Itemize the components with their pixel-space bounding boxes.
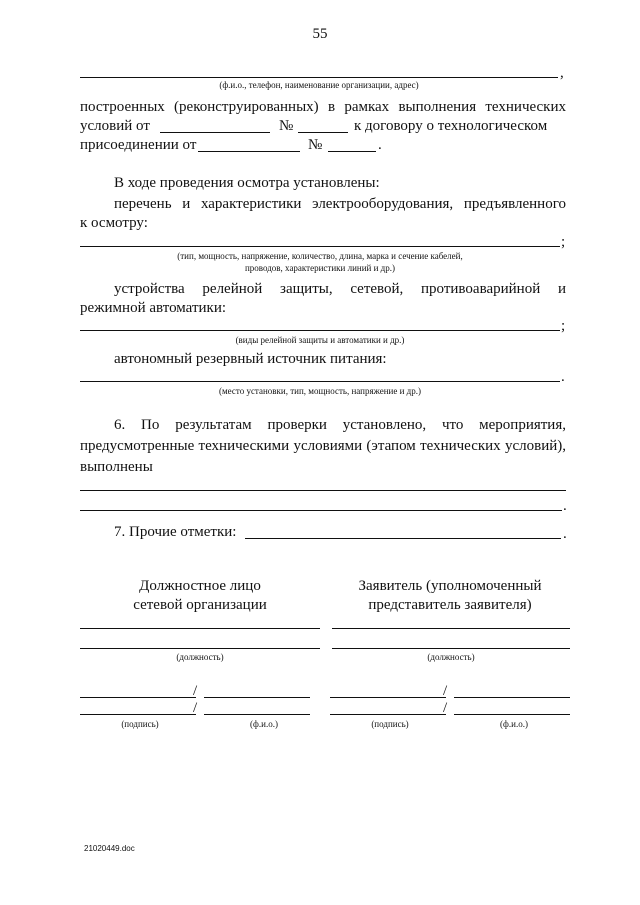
section6-line-a [80, 490, 566, 491]
right-slash-1: / [443, 683, 448, 699]
right-slash-2: / [443, 700, 448, 716]
section6-line-b [80, 510, 562, 511]
backup-end: . [561, 369, 565, 385]
section6-line-1: 6. По результатам проверки установлено, что мероприятия, [114, 417, 566, 433]
equipment-line-2: к осмотру: [80, 215, 148, 231]
backup-caption: (место установки, тип, мощность, напряжение и др.) [218, 386, 422, 396]
left-name-line-2 [204, 714, 310, 715]
right-position-line-2 [332, 648, 570, 649]
left-name-caption: (ф.и.о.) [250, 719, 278, 729]
backup-line [80, 381, 560, 382]
intro-connection-from: присоединении от [80, 137, 197, 153]
right-name-line-1 [454, 697, 570, 698]
left-slash-1: / [193, 683, 198, 699]
right-title-1: Заявитель (уполномоченный [358, 578, 542, 594]
right-signature-line-1 [330, 697, 446, 698]
intro-conditions-from: условий от [80, 118, 150, 134]
section7-line [245, 538, 561, 539]
conditions-number-line [298, 132, 348, 133]
intro-number-sign-2: № [308, 137, 323, 153]
relay-end: ; [561, 318, 566, 334]
applicant-comma: , [560, 65, 564, 81]
applicant-line [80, 77, 558, 78]
equipment-line [80, 246, 560, 247]
left-name-line-1 [204, 697, 310, 698]
left-position-caption: (должность) [176, 652, 224, 662]
left-signature-line-2 [80, 714, 196, 715]
right-signature-caption: (подпись) [371, 719, 409, 729]
equipment-caption-2: проводов, характеристики линий и др.) [244, 263, 396, 273]
left-title-1: Должностное лицо [139, 578, 261, 594]
equipment-caption-1: (тип, мощность, напряжение, количество, длина, марка и сечение кабелей, [177, 251, 463, 261]
right-position-caption: (должность) [427, 652, 475, 662]
section6-line-2: предусмотренные техническими условиями (этапом технических условий), [80, 438, 566, 454]
backup-label: автономный резервный источник питания: [114, 351, 387, 367]
intro-number-sign: № [279, 118, 294, 134]
relay-line-2: режимной автоматики: [80, 300, 227, 316]
right-title-2: представитель заявителя) [368, 597, 532, 613]
intro-end: . [378, 137, 382, 153]
intro-contract-text: к договору о технологическом [354, 118, 548, 134]
applicant-caption: (ф.и.о., телефон, наименование организации, адрес) [219, 80, 419, 90]
section6-line-3: выполнены [80, 459, 153, 475]
equipment-end: ; [561, 234, 566, 250]
section6-end: . [563, 498, 567, 514]
relay-line-1: устройства релейной защиты, сетевой, противоаварийной и [114, 281, 566, 297]
left-signature-line-1 [80, 697, 196, 698]
left-position-line-2 [80, 648, 320, 649]
right-name-caption: (ф.и.о.) [500, 719, 528, 729]
right-signature-line-2 [330, 714, 446, 715]
right-position-line-1 [332, 628, 570, 629]
section7-end: . [563, 526, 567, 542]
connection-date-line [198, 151, 300, 152]
right-name-line-2 [454, 714, 570, 715]
conditions-date-line [160, 132, 270, 133]
relay-caption: (виды релейной защиты и автоматики и др.) [235, 335, 405, 345]
section7-label: 7. Прочие отметки: [114, 524, 237, 540]
relay-line [80, 330, 560, 331]
connection-number-line [328, 151, 376, 152]
left-position-line-1 [80, 628, 320, 629]
left-title-2: сетевой организации [133, 597, 267, 613]
equipment-line-1: перечень и характеристики электрооборудования, предъявленного [114, 196, 566, 212]
intro-line-1: построенных (реконструированных) в рамках выполнения технических [80, 99, 566, 115]
inspection-heading: В ходе проведения осмотра установлены: [114, 175, 380, 191]
footer-filename: 21020449.doc [84, 844, 135, 853]
left-slash-2: / [193, 700, 198, 716]
left-signature-caption: (подпись) [121, 719, 159, 729]
page-number: 55 [312, 26, 328, 42]
